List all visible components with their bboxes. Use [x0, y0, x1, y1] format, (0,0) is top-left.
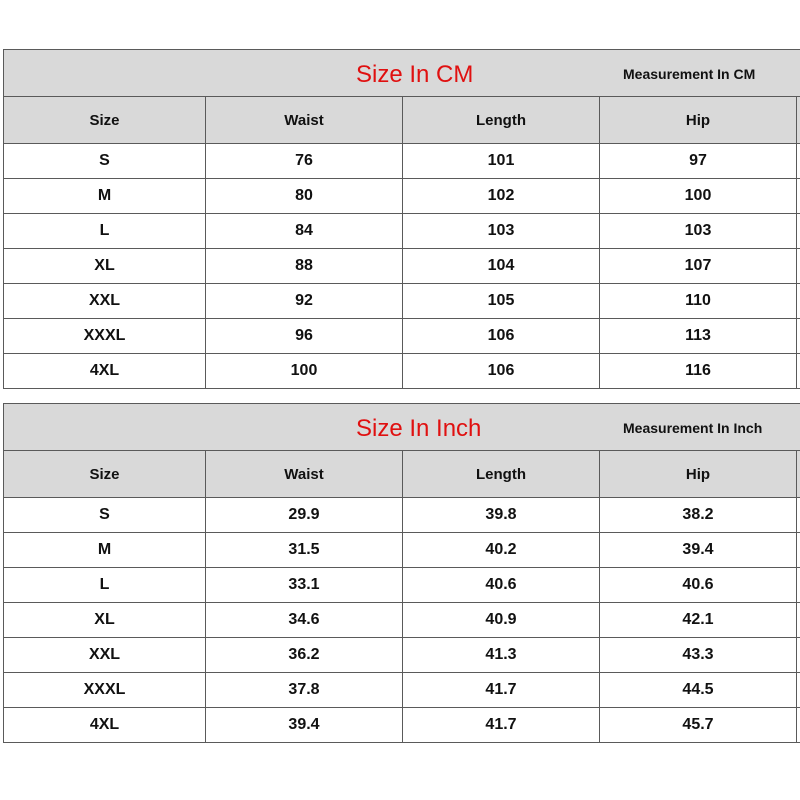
cell-extra	[797, 603, 800, 638]
cell-hip: 42.1	[600, 603, 797, 638]
cell-size: XXXL	[4, 673, 206, 708]
cell-length: 41.7	[403, 673, 600, 708]
cell-size: XL	[4, 249, 206, 284]
header-extra	[797, 97, 800, 144]
cell-waist: 36.2	[206, 638, 403, 673]
header-hip: Hip	[600, 451, 797, 498]
table-row	[4, 673, 800, 708]
cell-extra	[797, 249, 800, 284]
cell-hip: 97	[600, 144, 797, 179]
cell-length: 105	[403, 284, 600, 319]
cell-extra	[797, 144, 800, 179]
table-row	[4, 249, 800, 284]
cell-waist: 37.8	[206, 673, 403, 708]
cell-hip: 116	[600, 354, 797, 389]
cell-waist: 84	[206, 214, 403, 249]
cell-length: 106	[403, 354, 600, 389]
header-waist: Waist	[206, 97, 403, 144]
cell-length: 101	[403, 144, 600, 179]
cell-extra	[797, 673, 800, 708]
table-row	[4, 179, 800, 214]
header-extra	[797, 451, 800, 498]
header-row	[4, 451, 800, 498]
cell-size: XXXL	[4, 319, 206, 354]
cell-waist: 76	[206, 144, 403, 179]
measurement-label: Measurement In Inch	[623, 420, 763, 436]
cell-size: XXL	[4, 284, 206, 319]
cell-hip: 107	[600, 249, 797, 284]
cell-hip: 103	[600, 214, 797, 249]
cell-hip: 39.4	[600, 533, 797, 568]
size-table-inch	[3, 403, 800, 743]
cell-size: L	[4, 214, 206, 249]
cell-size: XL	[4, 603, 206, 638]
measurement-label: Measurement In CM	[623, 66, 756, 82]
cell-waist: 33.1	[206, 568, 403, 603]
header-waist: Waist	[206, 451, 403, 498]
cell-length: 40.6	[403, 568, 600, 603]
cell-waist: 31.5	[206, 533, 403, 568]
cell-length: 106	[403, 319, 600, 354]
table-row	[4, 354, 800, 389]
table-row	[4, 708, 800, 743]
cell-extra	[797, 638, 800, 673]
cell-extra	[797, 708, 800, 743]
cell-size: M	[4, 179, 206, 214]
table-title: Size In CM	[356, 61, 474, 88]
cell-hip: 113	[600, 319, 797, 354]
table-title-cell	[4, 50, 800, 97]
cell-waist: 96	[206, 319, 403, 354]
cell-hip: 40.6	[600, 568, 797, 603]
cell-size: M	[4, 533, 206, 568]
cell-waist: 80	[206, 179, 403, 214]
cell-waist: 29.9	[206, 498, 403, 533]
cell-size: 4XL	[4, 708, 206, 743]
cell-extra	[797, 179, 800, 214]
cell-size: XXL	[4, 638, 206, 673]
cell-hip: 44.5	[600, 673, 797, 708]
table-row	[4, 144, 800, 179]
cell-waist: 100	[206, 354, 403, 389]
header-size: Size	[4, 97, 206, 144]
cell-length: 103	[403, 214, 600, 249]
cell-extra	[797, 354, 800, 389]
cell-length: 41.3	[403, 638, 600, 673]
cell-length: 41.7	[403, 708, 600, 743]
cell-size: S	[4, 144, 206, 179]
table-row	[4, 319, 800, 354]
table-row	[4, 533, 800, 568]
cell-waist: 88	[206, 249, 403, 284]
cell-length: 40.9	[403, 603, 600, 638]
table-row	[4, 568, 800, 603]
cell-waist: 34.6	[206, 603, 403, 638]
header-length: Length	[403, 451, 600, 498]
header-hip: Hip	[600, 97, 797, 144]
table-row	[4, 498, 800, 533]
table-row	[4, 214, 800, 249]
cell-waist: 39.4	[206, 708, 403, 743]
cell-extra	[797, 284, 800, 319]
table-row	[4, 603, 800, 638]
cell-length: 40.2	[403, 533, 600, 568]
cell-length: 39.8	[403, 498, 600, 533]
cell-size: 4XL	[4, 354, 206, 389]
cell-extra	[797, 568, 800, 603]
cell-hip: 45.7	[600, 708, 797, 743]
cell-size: L	[4, 568, 206, 603]
cell-extra	[797, 319, 800, 354]
cell-length: 102	[403, 179, 600, 214]
cell-extra	[797, 498, 800, 533]
cell-hip: 38.2	[600, 498, 797, 533]
table-title: Size In Inch	[356, 415, 482, 442]
cell-waist: 92	[206, 284, 403, 319]
cell-hip: 110	[600, 284, 797, 319]
cell-extra	[797, 214, 800, 249]
header-length: Length	[403, 97, 600, 144]
cell-hip: 43.3	[600, 638, 797, 673]
table-row	[4, 284, 800, 319]
cell-length: 104	[403, 249, 600, 284]
table-title-cell	[4, 404, 800, 451]
cell-size: S	[4, 498, 206, 533]
header-row	[4, 97, 800, 144]
table-row	[4, 638, 800, 673]
size-table-cm	[3, 49, 800, 389]
cell-extra	[797, 533, 800, 568]
cell-hip: 100	[600, 179, 797, 214]
header-size: Size	[4, 451, 206, 498]
